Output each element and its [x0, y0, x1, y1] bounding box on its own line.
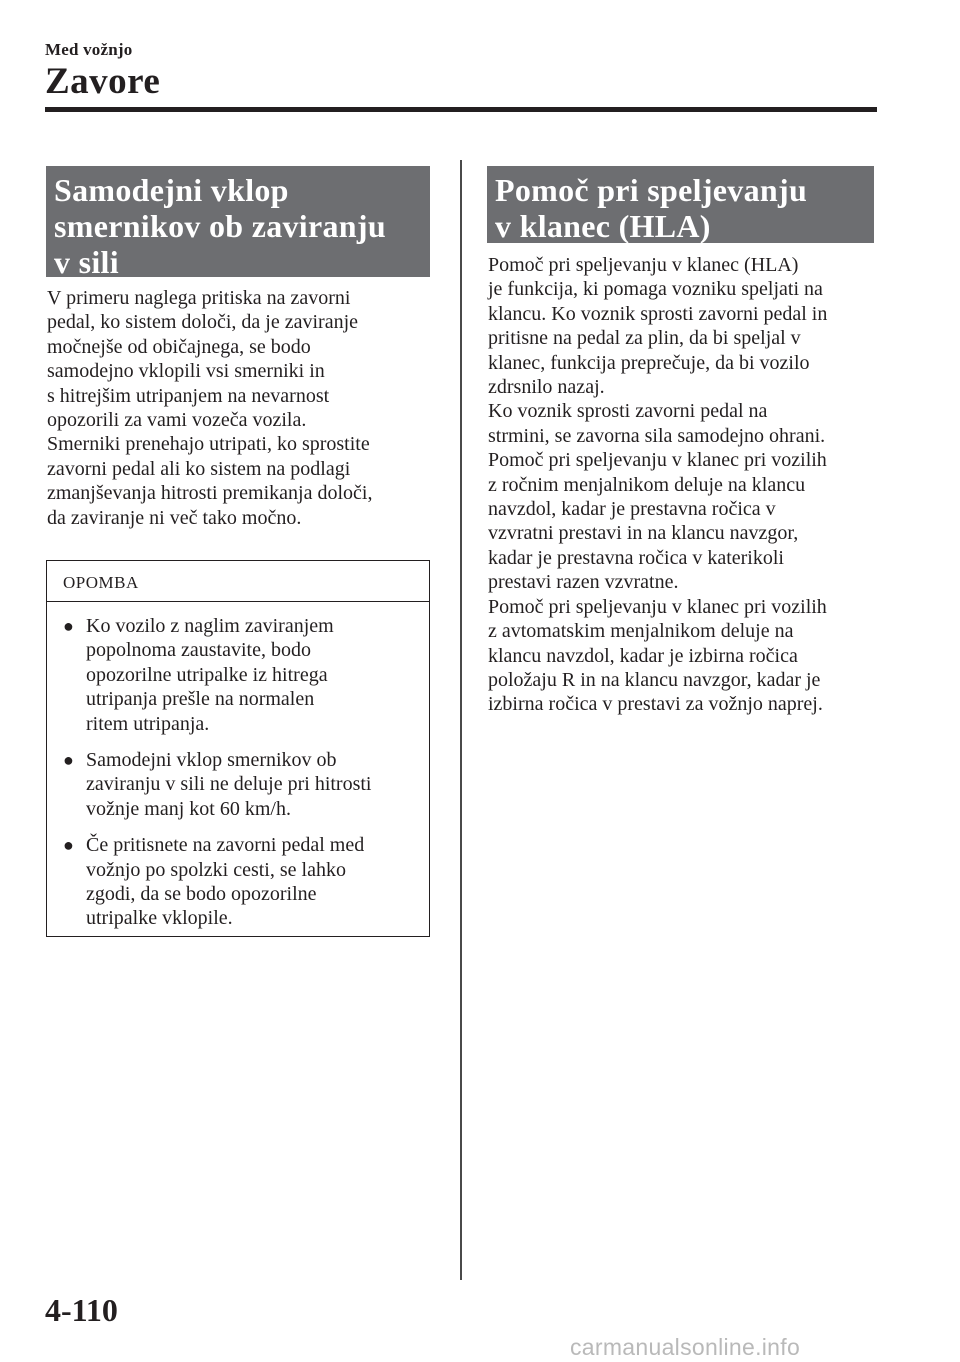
- note-item: [47, 833, 429, 931]
- column-divider: [460, 160, 462, 1280]
- note-box: [46, 560, 430, 937]
- bullet-icon: ●: [63, 750, 74, 771]
- heading-emergency-signal: [46, 166, 430, 280]
- text-line: zmanjševanja hitrosti premikanja določi,: [47, 482, 373, 505]
- hla-paragraph: [488, 253, 827, 717]
- text-line: z avtomatskim menjalnikom deluje na: [488, 620, 794, 643]
- section-label: Med vožnjo: [45, 40, 133, 59]
- heading-line: v sili: [54, 244, 119, 280]
- text-line: zavorni pedal ali ko sistem na podlagi: [47, 457, 351, 480]
- text-line: navzdol, kadar je prestavna ročica v: [488, 498, 776, 521]
- text-line: močnejše od običajnega, se bodo: [47, 335, 311, 358]
- text-line: klancu. Ko voznik sprosti zavorni pedal in: [488, 302, 828, 325]
- text-line: s hitrejšim utripanjem na nevarnost: [47, 384, 330, 407]
- heading-line: Samodejni vklop: [54, 172, 289, 208]
- emergency-signal-paragraph: [47, 286, 372, 530]
- page-number: 4-110: [45, 1292, 118, 1328]
- heading-line: smernikov ob zaviranju: [54, 208, 386, 244]
- text-line: kadar je prestavna ročica v katerikoli: [488, 546, 784, 569]
- text-line: samodejno vklopili vsi smerniki in: [47, 360, 325, 383]
- heading-line: Pomoč pri speljevanju: [495, 172, 808, 208]
- text-line: klancu navzdol, kadar je izbirna ročica: [488, 644, 798, 667]
- text-line: ritem utripanja.: [86, 712, 210, 735]
- text-line: opozorili za vami vozeča vozila.: [47, 409, 307, 432]
- text-line: je funkcija, ki pomaga vozniku speljati na: [488, 278, 823, 301]
- heading-line: v klanec (HLA): [495, 208, 711, 244]
- heading-hill-launch-assist: [487, 166, 874, 243]
- bullet-icon: ●: [63, 835, 74, 856]
- bullet-icon: ●: [63, 616, 74, 636]
- text-line: Če pritisnete na zavorni pedal med: [86, 834, 365, 857]
- text-line: da zaviranje ni več tako močno.: [47, 506, 302, 529]
- note-item: [47, 748, 429, 821]
- title-divider: [45, 107, 877, 112]
- text-line: Pomoč pri speljevanju v klanec pri vozilih: [488, 595, 827, 618]
- text-line: Ko voznik sprosti zavorni pedal na: [488, 400, 768, 423]
- text-line: opozorilne utripalke iz hitrega: [86, 663, 328, 686]
- text-line: z ročnim menjalnikom deluje na klancu: [488, 473, 806, 496]
- text-line: zdrsnilo nazaj.: [488, 376, 605, 399]
- page-title: Zavore: [45, 61, 161, 102]
- text-line: vožnjo po spolzki cesti, se lahko: [86, 858, 346, 881]
- text-line: vožnje manj kot 60 km/h.: [86, 797, 291, 820]
- text-line: Samodejni vklop smernikov ob: [86, 749, 337, 772]
- text-line: utripanja prešle na normalen: [86, 688, 315, 711]
- note-item: [47, 614, 429, 736]
- text-line: V primeru naglega pritiska na zavorni: [47, 287, 351, 309]
- text-line: popolnoma zaustavite, bodo: [86, 639, 311, 662]
- text-line: strmini, se zavorna sila samodejno ohrani.: [488, 424, 826, 447]
- text-line: vzvratni prestavi in na klancu navzgor,: [488, 522, 799, 545]
- text-line: pritisne na pedal za plin, da bi speljal v: [488, 327, 801, 350]
- note-label: OPOMBA: [47, 561, 429, 602]
- text-line: izbirna ročica v prestavi za vožnjo naprej.: [488, 693, 823, 716]
- text-line: Smerniki prenehajo utripati, ko sprostite: [47, 433, 370, 456]
- watermark: carmanualsonline.info: [570, 1334, 801, 1360]
- text-line: utripalke vklopile.: [86, 907, 233, 930]
- text-line: prestavi razen vzvratne.: [488, 571, 679, 594]
- text-line: pedal, ko sistem določi, da je zaviranje: [47, 311, 359, 334]
- text-line: Pomoč pri speljevanju v klanec (HLA): [488, 254, 799, 276]
- note-list: [47, 602, 429, 931]
- text-line: Ko vozilo z naglim zaviranjem: [86, 615, 334, 637]
- text-line: zaviranju v sili ne deluje pri hitrosti: [86, 773, 372, 796]
- text-line: položaju R in na klancu navzgor, kadar je: [488, 668, 821, 691]
- text-line: klanec, funkcija preprečuje, da bi vozilo: [488, 351, 810, 374]
- text-line: Pomoč pri speljevanju v klanec pri vozilih: [488, 449, 827, 472]
- text-line: zgodi, da se bodo opozorilne: [86, 883, 317, 906]
